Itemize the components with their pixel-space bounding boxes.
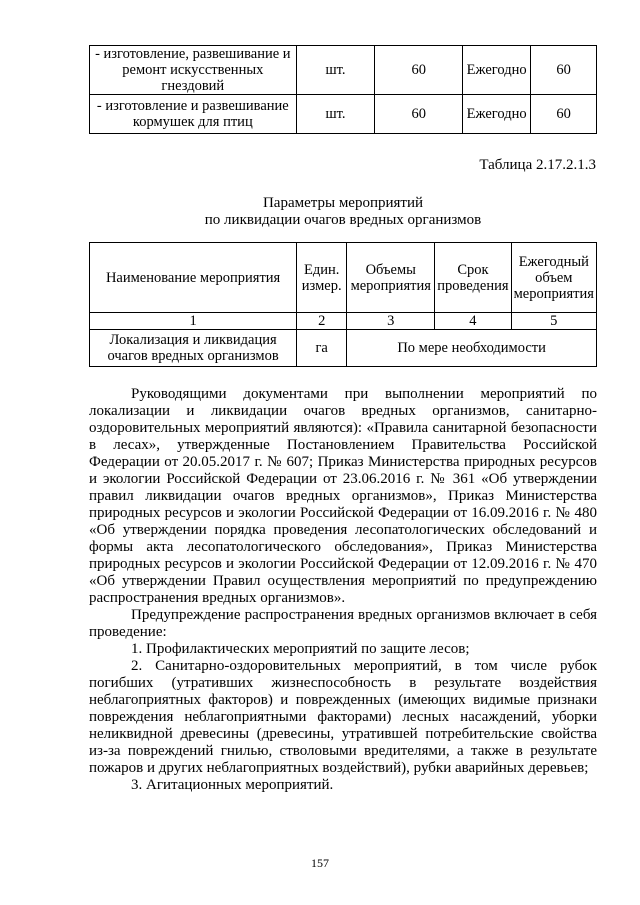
body-text (89, 386, 597, 794)
paragraph: 3. Агитационных мероприятий. (131, 777, 334, 793)
volume-cell: 60 (375, 95, 463, 134)
activities-table-continued (89, 45, 597, 134)
table-title-line: по ликвидации очагов вредных организмов (204, 212, 482, 228)
header-cell: Объемы мероприятия (347, 243, 435, 313)
header-cell: Ежегодный объем мероприятия (511, 243, 596, 313)
header-cell: Срок проведения (435, 243, 511, 313)
period-cell: Ежегодно (463, 46, 531, 95)
volume-cell: 60 (375, 46, 463, 95)
period-cell: Ежегодно (463, 95, 531, 134)
activity-name-cell: - изготовление и развешивание кормушек для птиц (90, 95, 297, 134)
column-number: 5 (511, 313, 596, 330)
table-title (89, 195, 597, 229)
paragraph: Руководящими документами при выполнении мероприятий по локализации и ликвидации очагов вредных организмов, санитарно-оздоровительных мероприятий являются): «Правила санитарной безопасности в лесах», утвержденные Постановлением Правительства Российской Федерации от 20.05.2017 г. № 607; Приказ Министерства природных ресурсов и экологии Российской Федерации от 23.06.2016 г. № 361 «Об утверждении правил ликвидации очагов вредных организмов», Приказ Министерства природных ресурсов и экологии Российской Федерации от 16.09.2016 г. № 480 «Об утверждении порядка проведения лесопатологических обследований и формы акта лесопатологического обследования», Приказ Министерства природных ресурсов и экологии Российской Федерации от 12.09.2016 г. № 470 «Об утверждении Правил осуществления мероприятий по предупреждению распространения вредных организмов». (89, 386, 597, 606)
unit-cell: шт. (296, 46, 375, 95)
unit-cell: га (297, 330, 347, 367)
unit-cell: шт. (296, 95, 375, 134)
table-row (90, 46, 597, 95)
paragraph: 2. Санитарно-оздоровительных мероприятий, в том числе рубок погибших (утративших жизнеспособность в результате воздействия неблагоприятных факторов) и поврежденных (имеющих видимые признаки повреждения неблагоприятными факторами) лесных насаждений, уборки неликвидной древесины (древесины, утратившей потребительские свойства из-за повреждений гнилью, стволовыми вредителями, а также в результате пожаров и других неблагоприятных воздействий), рубки аварийных деревьев; (89, 658, 597, 776)
column-number: 4 (435, 313, 511, 330)
activity-name-cell: Локализация и ликвидация очагов вредных организмов (90, 330, 297, 367)
as-needed-cell: По мере необходимости (347, 330, 597, 367)
header-cell: Един. измер. (297, 243, 347, 313)
column-number: 3 (347, 313, 435, 330)
column-number: 1 (90, 313, 297, 330)
annual-volume-cell: 60 (531, 46, 597, 95)
page-number: 157 (311, 856, 329, 870)
table-title-line: Параметры мероприятий (262, 195, 424, 211)
pest-control-parameters-table (89, 242, 597, 367)
header-cell: Наименование мероприятия (90, 243, 297, 313)
annual-volume-cell: 60 (531, 95, 597, 134)
table-caption: Таблица 2.17.2.1.3 (479, 157, 596, 173)
activity-name-cell: - изготовление, развешивание и ремонт искусственных гнездовий (90, 46, 297, 95)
paragraph: 1. Профилактических мероприятий по защите лесов; (131, 641, 470, 657)
table-row (90, 330, 597, 367)
paragraph: Предупреждение распространения вредных организмов включает в себя проведение: (89, 607, 597, 640)
table-header-row (90, 243, 597, 313)
table-row (90, 95, 597, 134)
column-number: 2 (297, 313, 347, 330)
column-number-row (90, 313, 597, 330)
